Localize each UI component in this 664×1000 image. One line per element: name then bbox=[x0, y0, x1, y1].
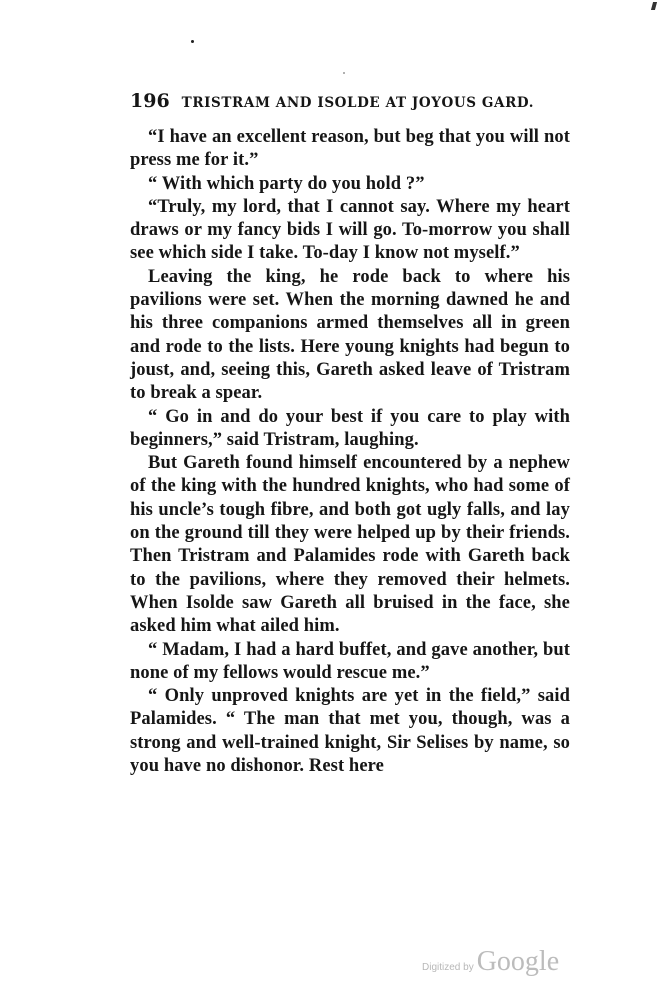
page-number: 196 bbox=[130, 90, 170, 112]
paragraph: “ With which party do you hold ?” bbox=[148, 173, 425, 194]
ink-speck bbox=[191, 40, 194, 43]
page-header bbox=[130, 90, 570, 112]
paragraph: “I have an excellent reason, but beg that you will not press me for it.” bbox=[130, 127, 570, 171]
watermark-prefix: Digitized by bbox=[422, 962, 474, 973]
corner-ink-mark bbox=[651, 2, 657, 10]
paragraph: But Gareth found himself encountered by a nephew of the king with the hundred knights, who had some of his uncle’s tough fibre, and both got ugly falls, and lay on the ground till they were helped up by their friends. Then Tristram and Palamides rode with Gareth back to the pavilions, where they removed their helmets. When Isolde saw Gareth all bruised in the face, she asked him what ailed him. bbox=[130, 453, 570, 637]
paragraph: “ Go in and do your best if you care to play with beginners,” said Tristram, laughing. bbox=[130, 406, 570, 450]
paragraph: “Truly, my lord, that I cannot say. Where my heart draws or my fancy bids I will go. To-morrow you shall see which side I take. To-day I know not myself.” bbox=[130, 196, 570, 264]
paragraph: Leaving the king, he rode back to where his pavilions were set. When the morning dawned he and his three companions armed themselves all in green and rode to the lists. Here young knights had begun to joust, and, seeing this, Gareth asked leave of Tristram to break a spear. bbox=[130, 266, 570, 404]
ink-speck bbox=[343, 72, 345, 74]
page-body bbox=[130, 126, 570, 778]
watermark-logo-text: Google bbox=[476, 946, 560, 977]
paragraph: “ Only unproved knights are yet in the field,” said Palamides. “ The man that met you, though, was a strong and well-trained knight, Sir Selises by name, so you have no dishonor. Rest here bbox=[130, 686, 570, 777]
paragraph: “ Madam, I had a hard buffet, and gave another, but none of my fellows would rescue me.” bbox=[130, 639, 570, 683]
running-head: TRISTRAM AND ISOLDE AT JOYOUS GARD. bbox=[181, 95, 535, 111]
digitized-by-google-watermark bbox=[422, 946, 559, 978]
